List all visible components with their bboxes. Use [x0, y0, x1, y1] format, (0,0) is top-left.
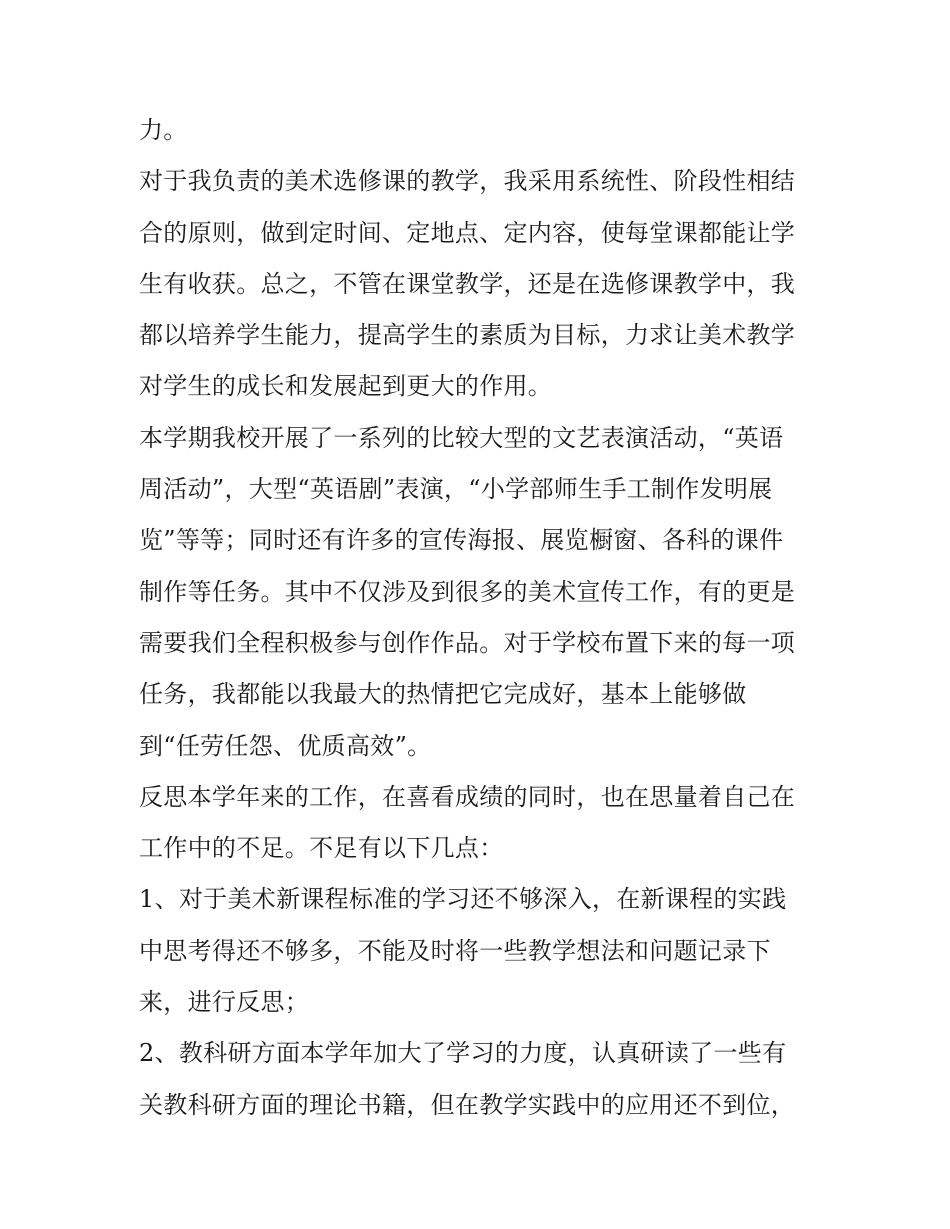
- text-line-6: 对学生的成长和发展起到更大的作用。: [139, 372, 553, 401]
- text-line-4: 生有收获。总之，不管在课堂教学，还是在选修课教学中，我: [139, 269, 796, 298]
- text-line-12: 任务，我都能以我最大的热情把它完成好，基本上能够做: [139, 680, 747, 709]
- document-body: [139, 110, 819, 1136]
- text-line-17: 中思考得还不够多，不能及时将一些教学想法和问题记录下: [139, 936, 771, 965]
- text-line-15: 工作中的不足。不足有以下几点：: [139, 834, 504, 863]
- text-line-5: 都以培养学生能力，提高学生的素质为目标，力求让美术教学: [139, 321, 796, 350]
- text-line-16: 1、对于美术新课程标准的学习还不够深入，在新课程的实践: [139, 885, 787, 914]
- text-line-20: 关教科研方面的理论书籍，但在教学实践中的应用还不到位，: [139, 1090, 796, 1119]
- text-line-2: 对于我负责的美术选修课的教学，我采用系统性、阶段性相结: [139, 167, 796, 196]
- text-line-7: 本学期我校开展了一系列的比较大型的文艺表演活动，“英语: [139, 423, 784, 452]
- text-line-18: 来，进行反思；: [139, 988, 310, 1017]
- text-line-8: 周活动”，大型“英语剧”表演，“小学部师生手工制作发明展: [139, 475, 773, 504]
- text-line-9: 览”等等；同时还有许多的宣传海报、展览橱窗、各科的课件: [139, 526, 784, 555]
- text-line-19: 2、教科研方面本学年加大了学习的力度，认真研读了一些有: [139, 1039, 787, 1068]
- text-line-1: 力。: [139, 116, 188, 144]
- text-line-11: 需要我们全程积极参与创作作品。对于学校布置下来的每一项: [139, 628, 796, 657]
- text-line-14: 反思本学年来的工作，在喜看成绩的同时，也在思量着自己在: [139, 782, 796, 811]
- text-line-10: 制作等任务。其中不仅涉及到很多的美术宣传工作，有的更是: [139, 577, 796, 606]
- text-line-13: 到“任劳任怨、优质高效”。: [139, 731, 432, 760]
- text-line-3: 合的原则，做到定时间、定地点、定内容，使每堂课都能让学: [139, 218, 796, 247]
